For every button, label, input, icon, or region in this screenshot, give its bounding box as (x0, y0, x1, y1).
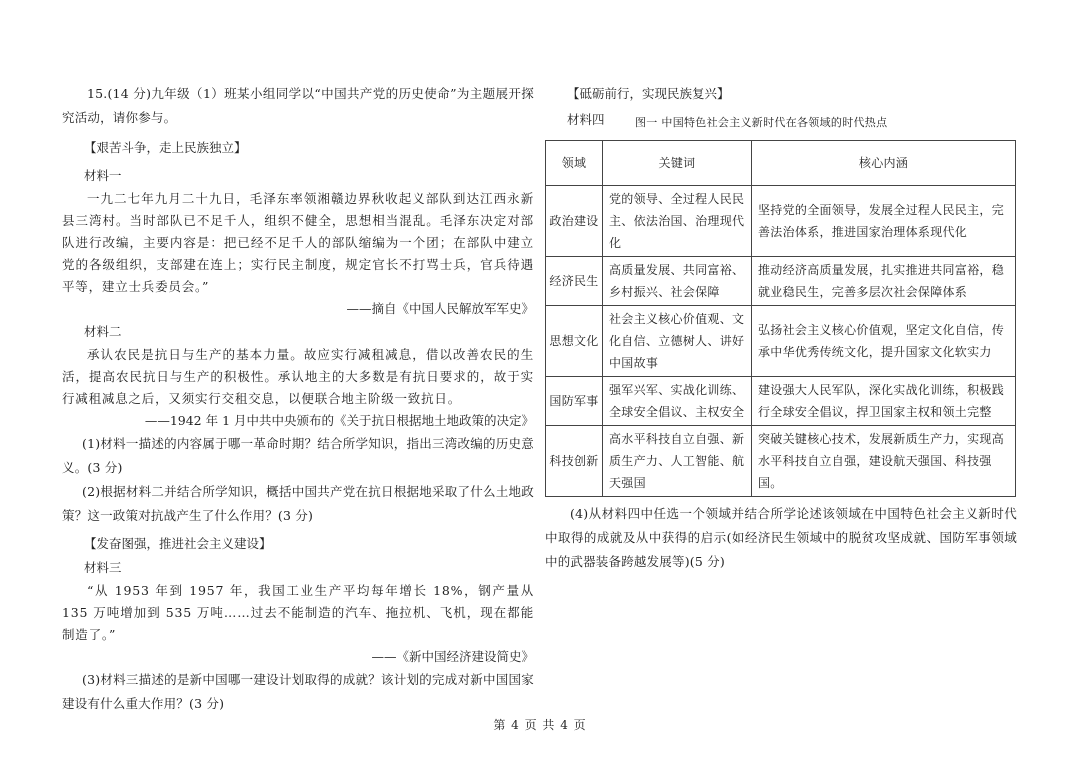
table-row (546, 377, 1016, 426)
table-cell-keywords: 强军兴军、实战化训练、全球安全倡议、主权安全 (603, 377, 752, 426)
hotspot-table (545, 140, 1016, 497)
table-cell-core: 推动经济高质量发展，扎实推进共同富裕，稳就业稳民生，完善多层次社会保障体系 (752, 257, 1016, 306)
question-2: (2)根据材料二并结合所学知识，概括中国共产党在抗日根据地采取了什么土地政策？这一政策对抗战产生了什么作用？(3 分) (62, 484, 534, 523)
table-row (546, 186, 1016, 257)
table-cell-field: 科技创新 (546, 426, 603, 497)
table-cell-field: 经济民生 (546, 257, 603, 306)
table-header-cell: 关键词 (603, 141, 752, 186)
table-cell-core: 弘扬社会主义核心价值观，坚定文化自信，传承中华优秀传统文化，提升国家文化软实力 (752, 306, 1016, 377)
material4-label: 材料四 (567, 112, 605, 127)
table-row (546, 426, 1016, 497)
page-footer: 第 4 页 共 4 页 (493, 718, 587, 732)
table-header-cell: 领域 (546, 141, 603, 186)
material2-text: 承认农民是抗日与生产的基本力量。故应实行减租减息，借以改善农民的生活，提高农民抗日与生产的积极性。承认地主的大多数是有抗日要求的，故于实行减租减息之后，又须实行交租交息，以便联合地主阶级一致抗日。 (62, 347, 534, 406)
material1-label: 材料一 (84, 168, 122, 183)
table-cell-field: 国防军事 (546, 377, 603, 426)
table-cell-core: 建设强大人民军队，深化实战化训练，积极践行全球安全倡议，捍卫国家主权和领土完整 (752, 377, 1016, 426)
question-4: (4)从材料四中任选一个领域并结合所学论述该领域在中国特色社会主义新时代中取得的成就及从中获得的启示(如经济民生领域中的脱贫攻坚成就、国防军事领域中的武器装备跨越发展等)(5 分) (545, 506, 1017, 569)
table-row (546, 257, 1016, 306)
question-3: (3)材料三描述的是新中国哪一建设计划取得的成就？该计划的完成对新中国国家建设有什么重大作用？(3 分) (62, 672, 534, 711)
material3-text: “从 1953 年到 1957 年，我国工业生产平均每年增长 18%，钢产量从 135 万吨增加到 535 万吨……过去不能制造的汽车、拖拉机、飞机，现在都能制造了。” (62, 583, 534, 642)
question-intro: 15.(14 分)九年级（1）班某小组同学以“中国共产党的历史使命”为主题展开探究活动，请你参与。 (62, 86, 534, 125)
section2-heading: 【发奋图强，推进社会主义建设】 (84, 536, 272, 551)
table-header-row (546, 141, 1016, 186)
material3-label: 材料三 (84, 560, 122, 575)
table-cell-field: 思想文化 (546, 306, 603, 377)
table-cell-keywords: 高水平科技自立自强、新质生产力、人工智能、航天强国 (603, 426, 752, 497)
material1-source: ——摘自《中国人民解放军军史》 (346, 301, 534, 316)
material3-source: ——《新中国经济建设简史》 (371, 649, 534, 664)
section3-heading: 【砥砺前行，实现民族复兴】 (567, 86, 730, 101)
left-column (62, 82, 534, 716)
table-header-cell: 核心内涵 (752, 141, 1016, 186)
table-cell-keywords: 社会主义核心价值观、文化自信、立德树人、讲好中国故事 (603, 306, 752, 377)
table-cell-core: 坚持党的全面领导，发展全过程人民民主，完善法治体系，推进国家治理体系现代化 (752, 186, 1016, 257)
material1-text: 一九二七年九月二十九日，毛泽东率领湘赣边界秋收起义部队到达江西永新县三湾村。当时部队已不足千人，组织不健全，思想相当混乱。毛泽东决定对部队进行改编，主要内容是：把已经不足千人的部队缩编为一个团；在部队中建立党的各级组织，支部建在连上；实行民主制度，规定官长不打骂士兵，官兵待遇平等，建立士兵委员会。” (62, 191, 534, 294)
question-1: (1)材料一描述的内容属于哪一革命时期？结合所学知识，指出三湾改编的历史意义。(3 分) (62, 436, 534, 475)
table-cell-keywords: 高质量发展、共同富裕、乡村振兴、社会保障 (603, 257, 752, 306)
table-cell-keywords: 党的领导、全过程人民民主、依法治国、治理现代化 (603, 186, 752, 257)
table-cell-field: 政治建设 (546, 186, 603, 257)
material2-label: 材料二 (84, 324, 122, 339)
table-row (546, 306, 1016, 377)
figure-caption: 图一 中国特色社会主义新时代在各领域的时代热点 (635, 116, 888, 129)
section1-heading: 【艰苦斗争，走上民族独立】 (84, 140, 247, 155)
material2-source: ——1942 年 1 月中共中央颁布的《关于抗日根据地土地政策的决定》 (144, 413, 534, 428)
table-cell-core: 突破关键核心技术，发展新质生产力，实现高水平科技自立自强，建设航天强国、科技强国。 (752, 426, 1016, 497)
